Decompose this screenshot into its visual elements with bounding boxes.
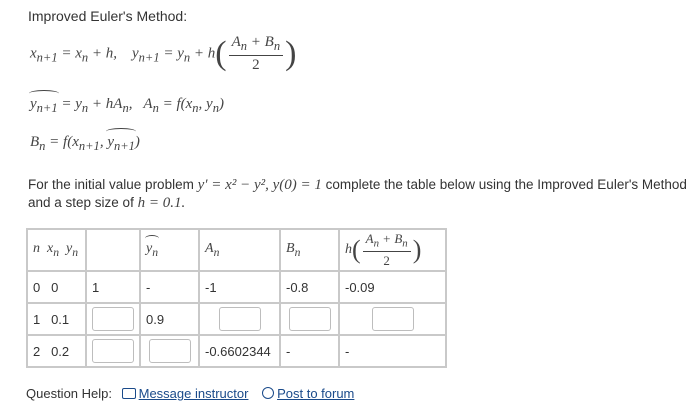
header-A: $A_n$ (199, 229, 280, 271)
header-ytilde: $y_n$ (140, 229, 199, 271)
cell-y (86, 303, 140, 335)
table-header-row (27, 229, 446, 271)
table-row (27, 271, 446, 303)
cell-ytilde: 0.9 (140, 303, 199, 335)
formula-update: $x_{n+1} = x_n + h$, $y_{n+1} = y_n + h$( $\frac{A_n + B_n}{2}$ ) (30, 34, 297, 73)
cell-y (86, 335, 140, 367)
y1-input[interactable] (92, 307, 134, 331)
method-heading: Improved Euler's Method: (28, 8, 188, 24)
message-instructor-link[interactable]: Message instructor (138, 386, 249, 401)
euler-table (26, 228, 447, 368)
cell-ytilde: - (140, 271, 199, 303)
mail-icon (122, 388, 136, 399)
cell-y: 1 (86, 271, 140, 303)
cell-avg (339, 303, 446, 335)
cell-n-x (27, 303, 86, 335)
cell-ytilde (140, 335, 199, 367)
formula-corrector: $B_n = f(x_{n+1}$, $y_{n+1}$) (30, 134, 140, 153)
problem-step: h = 0.1. (137, 195, 186, 211)
cell-avg: - (339, 335, 446, 367)
header-average: h( $\frac{A_n + B_n}{2}$ ) (339, 229, 446, 271)
problem-statement (28, 176, 688, 212)
avg1-input[interactable] (372, 307, 414, 331)
cell-n-x (27, 271, 86, 303)
ytilde2-input[interactable] (149, 339, 191, 363)
table-row (27, 335, 446, 367)
A1-input[interactable] (219, 307, 261, 331)
y2-input[interactable] (92, 339, 134, 363)
cell-A (199, 303, 280, 335)
chat-bubble-icon (262, 387, 274, 399)
cell-A: -1 (199, 271, 280, 303)
header-B: $B_n$ (280, 229, 339, 271)
problem-prefix: For the initial value problem (28, 177, 194, 192)
B1-input[interactable] (289, 307, 331, 331)
cell-B: -0.8 (280, 271, 339, 303)
formula-predictor: $y_{n+1} = y_n + hA_n$, $A_n = f(x_n$, $y_n$) (30, 96, 224, 115)
cell-n: 2 (33, 343, 41, 359)
problem-middle: complete the table below using the Improved Euler's Method and a step size of (28, 177, 687, 210)
cell-x: 0.2 (51, 343, 70, 359)
header-n-x-y: n $x_n$ $y_n$ (27, 229, 86, 271)
cell-n-x (27, 335, 86, 367)
table-row (27, 303, 446, 335)
cell-avg: -0.09 (339, 271, 446, 303)
problem-ode: y′ = x² − y², y(0) = 1 (197, 177, 322, 193)
cell-x: 0 (51, 279, 59, 295)
cell-B: - (280, 335, 339, 367)
cell-n: 0 (33, 279, 41, 295)
cell-x: 0.1 (51, 311, 70, 327)
cell-A: -0.6602344 (199, 335, 280, 367)
post-to-forum-link[interactable]: Post to forum (277, 386, 355, 401)
question-help (26, 386, 354, 401)
help-label: Question Help: (26, 386, 112, 401)
cell-B (280, 303, 339, 335)
cell-n: 1 (33, 311, 41, 327)
